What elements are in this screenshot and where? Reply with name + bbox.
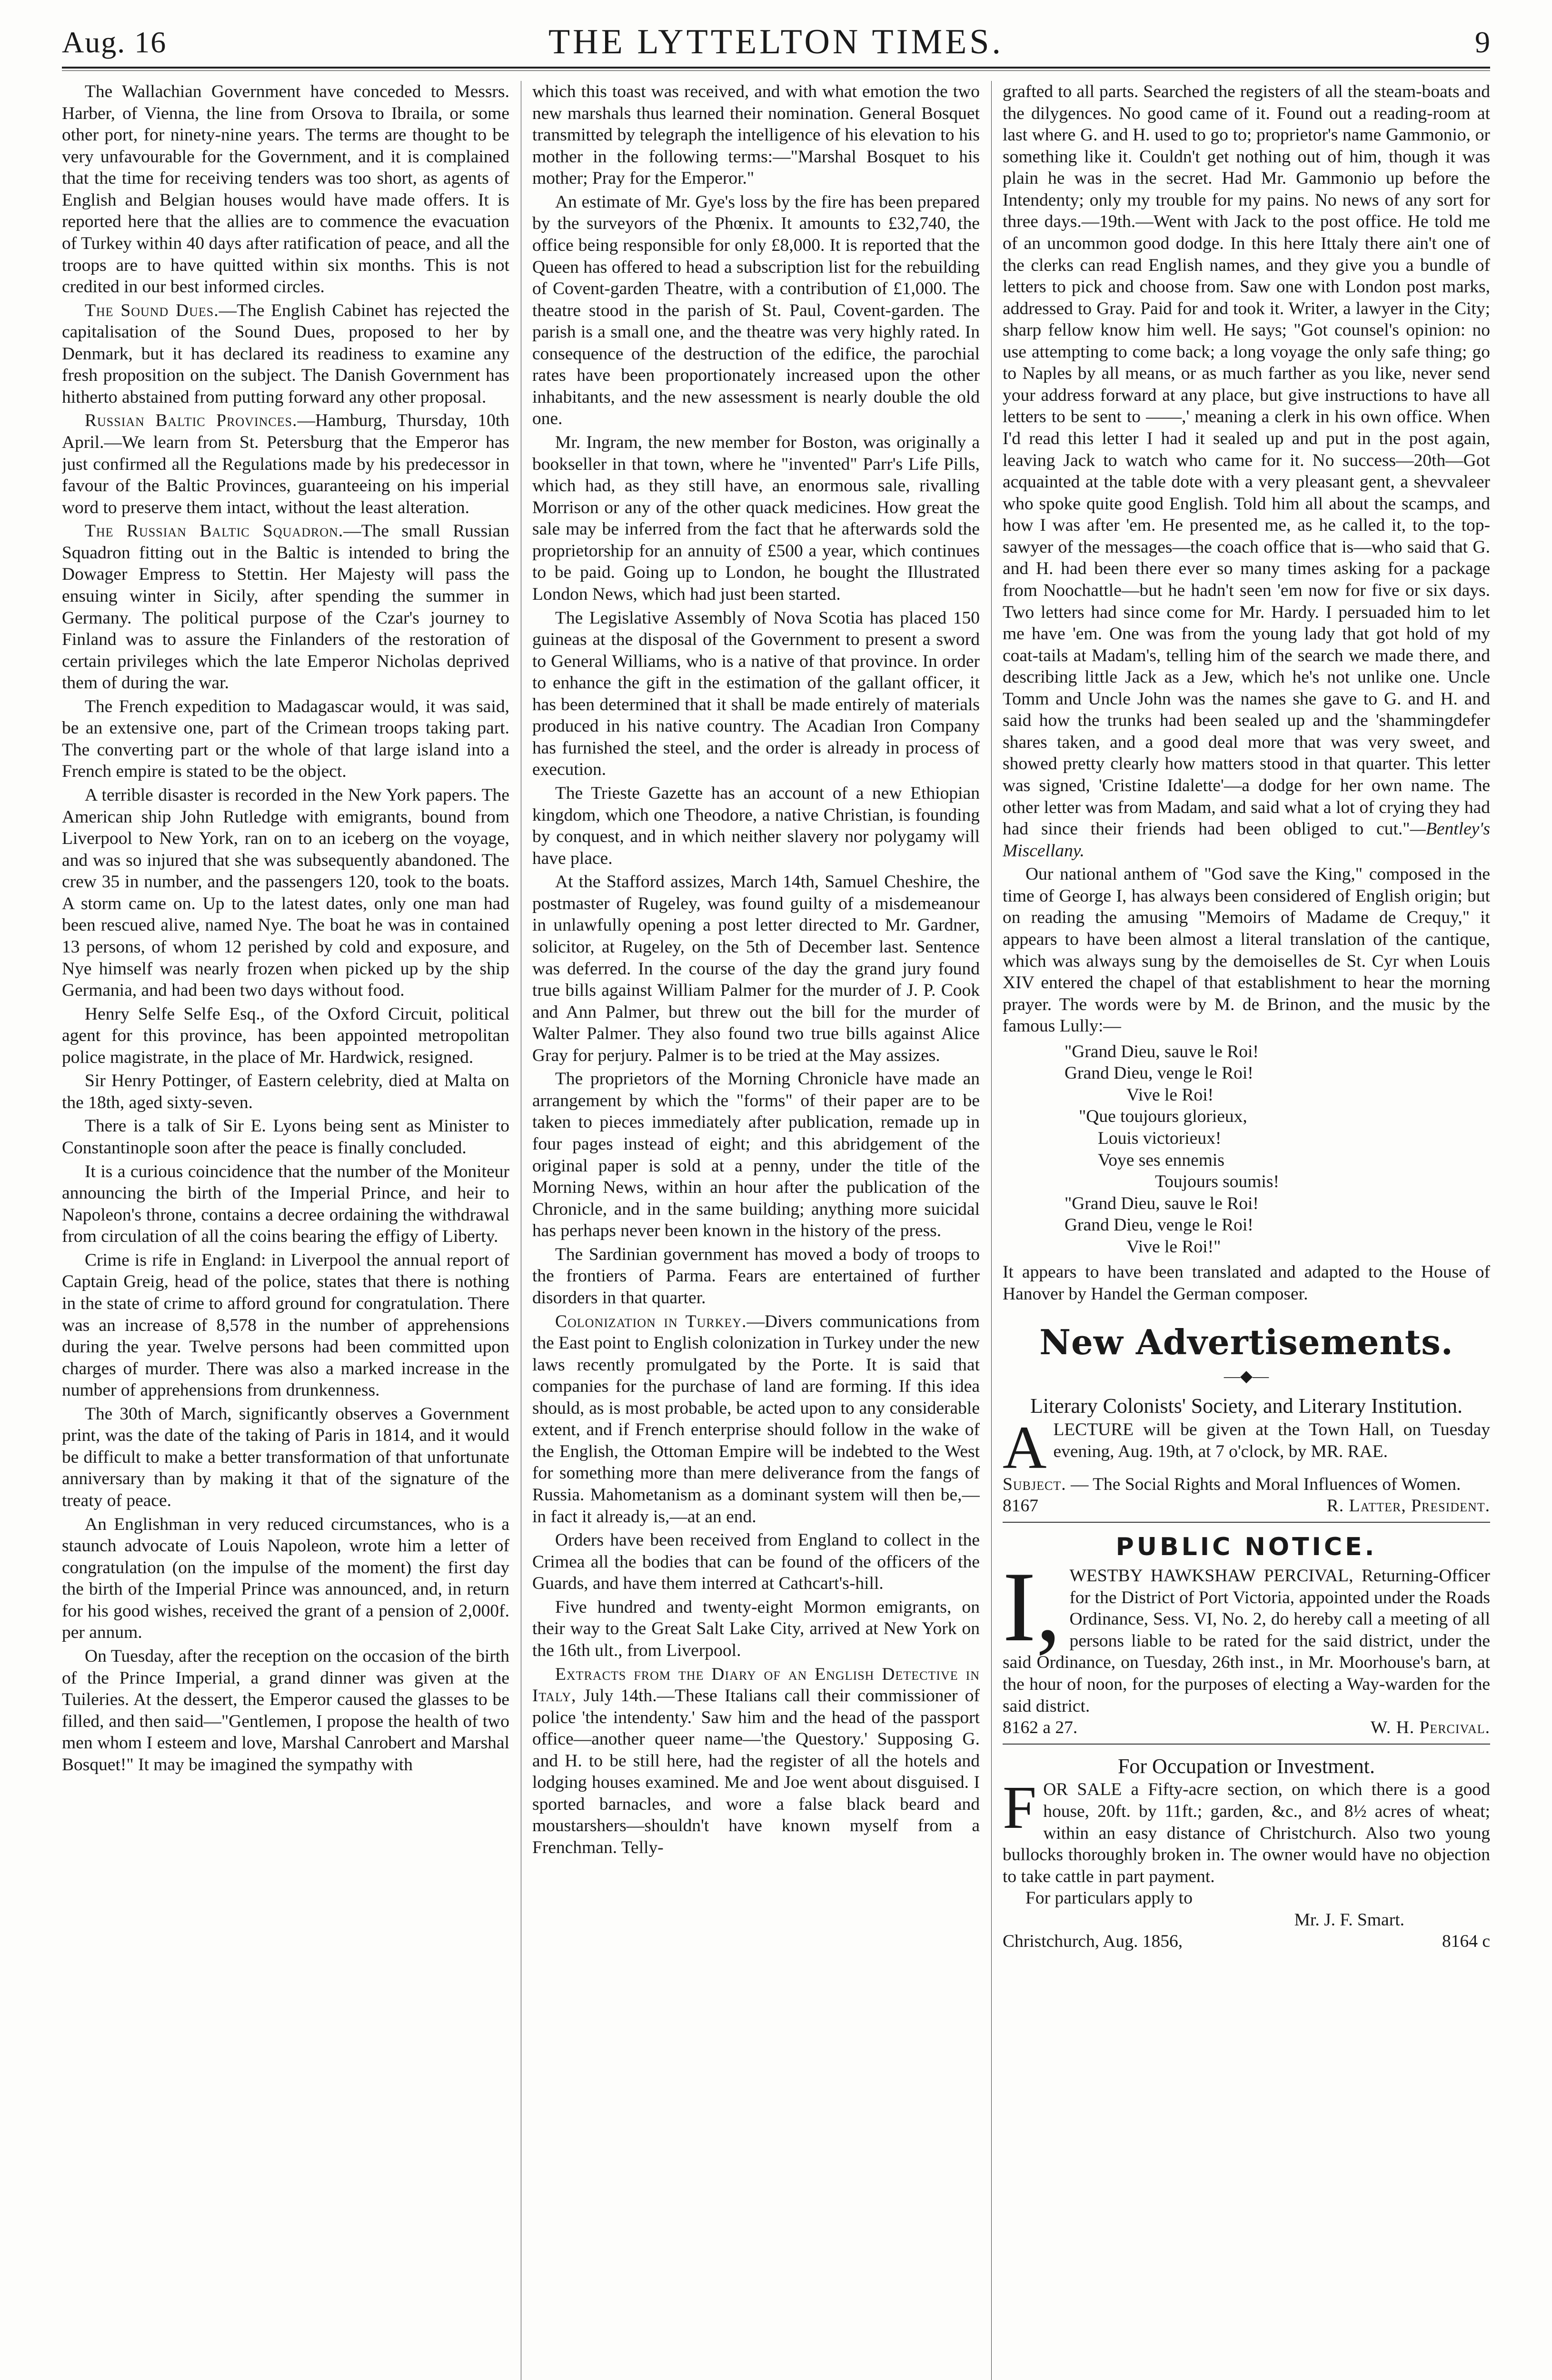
col1-paragraph-heading: Russian Baltic Provinces. bbox=[85, 411, 298, 431]
col1-paragraph: There is a talk of Sir E. Lyons being sent as Minister to Constantinople soon after the peace is finally concluded. bbox=[62, 1116, 509, 1158]
col1-paragraph: The Russian Baltic Squadron.—The small Russian Squadron fitting out in the Baltic is intended to bring the Dowager Empress to Stettin. Her Majesty will pass the ensuing winter in Sicily, after spending the summer in Germany. The political purpose of the Czar's journey to Finland was to assure the Finlanders of the restoration of certain privileges which the late Emperor Nicholas deprived them of during the war. bbox=[62, 521, 509, 693]
anthem-conclusion: It appears to have been translated and adapted to the House of Hanover by Handel the German composer. bbox=[1003, 1262, 1490, 1304]
ad-lecture-signer: R. Latter, President. bbox=[1326, 1496, 1490, 1516]
ad-lecture-number: 8167 bbox=[1003, 1496, 1038, 1516]
masthead-date: Aug. 16 bbox=[62, 25, 167, 59]
verse-line: Grand Dieu, venge le Roi! bbox=[1065, 1215, 1254, 1235]
anthem-verse bbox=[1003, 1041, 1490, 1258]
col2-paragraph: Colonization in Turkey.—Divers communications from the East point to English colonization in Turkey under the new laws recently promulgated by the Porte. It is said that companies for the purchase of land are forming. If this idea should, as is most probable, be acted upon to any considerable extent, and if French enterprise should follow in the wake of the English, the Ottoman Empire will be indebted to the West for something more than mere deliverance from the fangs of Russia. Mahometanism as a dominant system will then be,—in fact it already is,—at an end. bbox=[532, 1311, 980, 1527]
col1-paragraph: The Wallachian Government have conceded to Messrs. Harber, of Vienna, the line from Orsova to Ibraila, or some other port, for ninety-nine years. The terms are thought to be very unfavourable for the Government, and it is complained that the time for receiving tenders was too short, as agents of English and Belgian houses would have made offers. It is reported here that the allies are to commence the evacuation of Turkey within 40 days after ratification of peace, and all the troops are to have quitted within six months. This is not credited in our best informed circles. bbox=[62, 82, 509, 297]
ornament-icon: —◆— bbox=[1224, 1367, 1269, 1385]
col2-paragraph: The Legislative Assembly of Nova Scotia has placed 150 guineas at the disposal of the Government to present a sword to General Williams, who is a native of that province. In order to enhance the gift in the estimation of the gallant officer, it has been determined that it shall be made entirely of materials produced in his native country. The Acadian Iron Company has furnished the steel, and the order is already in process of execution. bbox=[532, 608, 980, 780]
ad-public-notice-number: 8162 a 27. bbox=[1003, 1718, 1078, 1738]
col2-paragraph: The proprietors of the Morning Chronicle have made an arrangement by which the "forms" of their paper are to be taken to pieces immediately after publication, remade up in four pages instead of eight; and this abridgement of the original paper is sold at a penny, under the title of the Morning News, within an hour after the publication of the Chronicle, and in the same building; anything more suicidal has perhaps never been known in the history of the press. bbox=[532, 1069, 980, 1241]
col1-paragraph: An Englishman in very reduced circumstances, who is a staunch advocate of Louis Napoleon, wrote him a letter of congratulation (on the impulse of the moment) the first day the birth of the Imperial Prince was announced, and, in return for his good wishes, received the grant of a pension of 2,000f. per annum. bbox=[62, 1514, 509, 1643]
col1-paragraph: Sir Henry Pottinger, of Eastern celebrity, died at Malta on the 18th, aged sixty-seven. bbox=[62, 1071, 509, 1112]
col2-paragraph: Extracts from the Diary of an English Detective in Italy, July 14th.—These Italians call their commissioner of police 'the intendenty.' Saw him and the head of the passport office—another queer name—'the Questory.' Supposing G. and H. to be still here, had the register of all the hotels and lodging houses examined. Me and Joe went about disguised. I sported barnacles, and wore a false black beard and moustarshers—shouldn't have known myself from a Frenchman. Telly- bbox=[532, 1664, 980, 1857]
ad-public-notice-signer: W. H. Percival. bbox=[1370, 1718, 1490, 1738]
page-number: 9 bbox=[1475, 25, 1490, 59]
masthead-rule bbox=[62, 67, 1490, 69]
col1-paragraph: A terrible disaster is recorded in the New York papers. The American ship John Rutledge with emigrants, bound from Liverpool to New York, ran on to an iceberg on the voyage, and was so injured that she was subsequently abandoned. The crew 35 in number, and the passengers 120, took to the boats. A storm came on. Up to the latest dates, only one man had been rescued alive, named Nye. The boat he was in contained 13 persons, of whom 12 perished by cold and exposure, and Nye himself was nearly frozen when picked up by the ship Germania, and had been two days without food. bbox=[62, 785, 509, 1001]
diary-continuation: grafted to all parts. Searched the registers of all the steam-boats and the dilygences. No good came of it. Found out a reading-room at last where G. and H. used to go to; proprietor's name Gammonio, or something like it. Couldn't get nothing out of him, though it was plain he was in the secret. Had Mr. Gammonio up before the Intendenty; only my trouble for my pains. No news of any sort for three days.—19th.—Went with Jack to the post office. He told me of an uncommon good dodge. In this here Ittaly there ain't one of the clerks can read English names, and they give you a bundle of letters to pick and choose from. Saw one with London post marks, addressed to Gray. Paid for and took it. Writer, a lawyer in the City; sharp fellow know him well. He says; "Got counsel's opinion: no use attempting to come back; a long voyage the only safe thing; go to Naples by all means, or as much farther as you like, never send your address forward at any place, but give instructions to have all letters to be sent to ——,' meaning a clerk in his own office. When I'd read this letter I had it sealed up and put in the post again, leaving Jack to watch who came for it. No success—20th—Got acquainted at the table dote with a very pleasant gent, a shevvaleer who spoke quite good English. Told him all about the scamps, and how I was after 'em. He presented me, as he called it, to the top-sawyer of the messages—the coach office that is—who said that G. and H. had been there ever so many times asking for a package from Noochattle—but he hadn't seen 'em now for five or six days. Two letters had since come for Mr. Hardy. I persuaded him to let me have 'em. One was from the young lady that got hold of my coat-tails at Madam's, telling him of the search we made there, and describing little Jack as a Jew, which he's not unlike one. Uncle Tomm and Uncle John was the names she gave to G. and H. and said how the trunks had been sealed up and the 'shammingdefer shares taken, and a good deal more that was very sweet, and showed pretty clearly how matters stood in that quarter. This letter was signed, 'Cristine Idalette'—a dodge for her own name. The other letter was from Madam, and said what a lot of crying they had had since their friends had been obliged to cut."—Bentley's Miscellany. bbox=[1003, 82, 1490, 861]
col2-paragraph: The Sardinian government has moved a body of troops to the frontiers of Parma. Fears are entertained of further disorders in that quarter. bbox=[532, 1244, 980, 1308]
ad-lecture-body: ALECTURE will be given at the Town Hall, on Tuesday evening, Aug. 19th, at 7 o'clock, by MR. RAE. bbox=[1003, 1414, 1490, 1482]
masthead-title: THE LYTTELTON TIMES. bbox=[548, 22, 1004, 61]
column-1 bbox=[62, 81, 509, 2380]
col2-paragraph: Five hundred and twenty-eight Mormon emigrants, on their way to the Great Salt Lake City, arrived at New York on the 16th ult., from Liverpool. bbox=[532, 1597, 980, 1660]
ad-sale-apply: For particulars apply to bbox=[1025, 1888, 1193, 1908]
ad-public-notice-title: PUBLIC NOTICE. bbox=[1115, 1532, 1377, 1561]
col1-paragraph-heading: The Russian Baltic Squadron. bbox=[85, 521, 344, 541]
ad-lecture-title: Literary Colonists' Society, and Literary Institution. bbox=[1030, 1394, 1463, 1418]
col1-paragraph: The French expedition to Madagascar would, it was said, be an extensive one, part of the Crimean troops taking part. The converting part or the whole of that large island into a French empire is stated to be the object. bbox=[62, 696, 509, 782]
verse-line: Grand Dieu, venge le Roi! bbox=[1065, 1063, 1254, 1083]
col1-paragraph: Crime is rife in England: in Liverpool the annual report of Captain Greig, head of the police, states that there is nothing in the state of crime to afford ground for congratulation. There was an increase of 8,578 in the number of apprehensions during the year. Twelve persons had been committed upon charges of murder. There was also a marked increase in the number of apprehensions from drunkenness. bbox=[62, 1250, 509, 1400]
verse-line: Voye ses ennemis bbox=[1098, 1150, 1224, 1170]
dropcap-f: F bbox=[1003, 1774, 1037, 1842]
ad-sale-agent: Mr. J. F. Smart. bbox=[1294, 1910, 1404, 1930]
verse-line: "Grand Dieu, sauve le Roi! bbox=[1065, 1193, 1259, 1213]
col2-paragraph: which this toast was received, and with what emotion the two new marshals thus learned their nomination. General Bosquet transmitted by telegraph the intelligence of his elevation to his mother in the following terms:—"Marshal Bosquet to his mother; Pray for the Emperor." bbox=[532, 82, 980, 188]
ad-sale-body: FOR SALE a Fifty-acre section, on which there is a good house, 20ft. by 11ft.; garden, &c., and 8½ acres of wheat; within an easy distance of Christchurch. Also two young bullocks thoroughly broken in. The owner would have no objection to take cattle in part payment. bbox=[1003, 1774, 1490, 1886]
col2-paragraph: Mr. Ingram, the new member for Boston, was originally a bookseller in that town, where he "invented" Parr's Life Pills, which had, as they still have, an enormous sale, rivalling Morrison or any of the other quack medicines. How great the sale may be inferred from the fact that he afterwards sold the proprietorship for an annuity of £500 a year, which continues to be paid. Going up to London, he bought the Illustrated London News, which had just been started. bbox=[532, 433, 980, 604]
verse-line: "Que toujours glorieux, bbox=[1079, 1107, 1247, 1127]
col2-paragraph: An estimate of Mr. Gye's loss by the fire has been prepared by the surveyors of the Phœnix. It amounts to £32,740, the office being responsible for only £8,000. It is reported that the Queen has offered to head a subscription list for the rebuilding of Covent-garden Theatre, with a contribution of £1,000. The theatre stood in the parish of St. Paul, Covent-garden. The parish is a small one, and the theatre was very highly rated. In consequence of the destruction of the edifice, the parochial rates have been proportionately increased upon the other inhabitants, and the new assessment is nearly double the old one. bbox=[532, 192, 980, 429]
col2-paragraph-heading: Extracts from the Diary of an English Detective in Italy, bbox=[532, 1664, 980, 1706]
col2-paragraph: Orders have been received from England to collect in the Crimea all the bodies that can be found of the officers of the Guards, and have them interred at Cathcart's-hill. bbox=[532, 1530, 980, 1594]
dropcap-i: I, bbox=[1003, 1552, 1061, 1663]
col1-paragraph: Russian Baltic Provinces.—Hamburg, Thursday, 10th April.—We learn from St. Petersburg that the Emperor has just confirmed all the Regulations made by his predecessor in favour of the Baltic Provinces, guaranteeing on his imperial word to preserve them intact, without the least alteration. bbox=[62, 411, 509, 517]
verse-line: Louis victorieux! bbox=[1098, 1129, 1222, 1148]
ad-sale-place-date: Christchurch, Aug. 1856, bbox=[1003, 1932, 1183, 1952]
verse-line: Vive le Roi!" bbox=[1126, 1237, 1221, 1257]
column-2 bbox=[532, 81, 980, 2380]
ad-sale bbox=[1003, 1754, 1490, 1957]
verse-line: "Grand Dieu, sauve le Roi! bbox=[1065, 1041, 1259, 1061]
ad-sale-footer bbox=[1003, 1931, 1490, 1953]
masthead bbox=[62, 19, 1490, 71]
dropcap-a: A bbox=[1003, 1414, 1047, 1482]
anthem-article: Our national anthem of "God save the King," composed in the time of George I, has always been considered of English origin; but on reading the amusing "Memoirs of Madame de Crequy," it appears to have been almost a literal translation of the cantique, which was always sung by the demoiselles de St. Cyr when Louis XIV entered the chapel of that establishment to hear the morning prayer. The words were by M. de Brinon, and the music by the famous Lully:— bbox=[1003, 864, 1490, 1036]
column-3 bbox=[1003, 81, 1490, 2380]
col1-paragraph: The Sound Dues.—The English Cabinet has rejected the capitalisation of the Sound Dues, proposed to her by Denmark, but it has declared its readiness to examine any fresh proposition on the subject. The Danish Government has hitherto abstained from putting forward any other proposal. bbox=[62, 300, 509, 407]
col2-paragraph: At the Stafford assizes, March 14th, Samuel Cheshire, the postmaster of Rugeley, was found guilty of a misdemeanour in unlawfully opening a post letter directed to Mr. Gardner, solicitor, at Rugeley, on the 5th of December last. Sentence was deferred. In the course of the day the grand jury found true bills against William Palmer for the murder of J. P. Cook and Ann Palmer, but threw out the bill for the murder of Walter Palmer. They also found two true bills against Alice Gray for perjury. Palmer is to be tried at the May assizes. bbox=[532, 872, 980, 1065]
ad-public-notice-body: I, WESTBY HAWKSHAW PERCIVAL, Returning-Officer for the District of Port Victoria, appointed under the Roads Ordinance, Sess. VI, No. 2, do hereby call a meeting of all persons liable to be rated for the said district, under the said Ordinance, on Tuesday, 26th inst., in Mr. Moorhouse's barn, at the hour of noon, for the purposes of electing a Way-warden for the said district. bbox=[1003, 1552, 1490, 1716]
col1-paragraph-heading: The Sound Dues. bbox=[85, 300, 219, 320]
ad-lecture bbox=[1003, 1394, 1490, 1523]
verse-line: Vive le Roi! bbox=[1126, 1085, 1214, 1105]
col2-paragraph: The Trieste Gazette has an account of a new Ethiopian kingdom, which one Theodore, a native Christian, is founding by conquest, and in which neither slavery nor polygamy will have place. bbox=[532, 783, 980, 868]
ad-public-notice-footer bbox=[1003, 1717, 1490, 1739]
ad-sale-number: 8164 c bbox=[1442, 1932, 1490, 1952]
col1-paragraph: The 30th of March, significantly observes a Government print, was the date of the taking of Paris in 1814, and it would be difficult to make a better transformation of that unfortunate anniversary than by making it that of the signature of the treaty of peace. bbox=[62, 1404, 509, 1510]
verse-line: Toujours soumis! bbox=[1155, 1172, 1279, 1192]
ad-lecture-footer bbox=[1003, 1495, 1490, 1517]
col2-paragraph-heading: Colonization in Turkey. bbox=[555, 1311, 747, 1331]
ad-public-notice bbox=[1003, 1532, 1490, 1745]
column-divider-2 bbox=[991, 81, 992, 2380]
col1-paragraph: On Tuesday, after the reception on the occasion of the birth of the Prince Imperial, a grand dinner was given at the Tuileries. At the dessert, the Emperor caused the glasses to be filled, and then said—"Gentlemen, I propose the health of two men whom I esteem and love, Marshal Canrobert and Marshal Bosquet!" It may be imagined the sympathy with bbox=[62, 1646, 509, 1775]
ad-lecture-subject: Subject. — The Social Rights and Moral Influences of Women. bbox=[1003, 1474, 1461, 1494]
masthead-rule-thin bbox=[62, 70, 1490, 71]
col1-paragraph: It is a curious coincidence that the number of the Moniteur announcing the birth of the Imperial Prince, and heir to Napoleon's throne, contains a decree ordaining the withdrawal from circulation of all the coins bearing the effigy of Liberty. bbox=[62, 1161, 509, 1247]
ad-sale-title: For Occupation or Investment. bbox=[1117, 1754, 1375, 1778]
advertisements-heading: New Advertisements. bbox=[1039, 1321, 1453, 1362]
diary-source: —Bentley's Miscellany. bbox=[1003, 819, 1490, 861]
col1-paragraph: Henry Selfe Selfe Esq., of the Oxford Circuit, political agent for this province, has been appointed metropolitan police magistrate, in the place of Mr. Hardwick, resigned. bbox=[62, 1004, 509, 1067]
